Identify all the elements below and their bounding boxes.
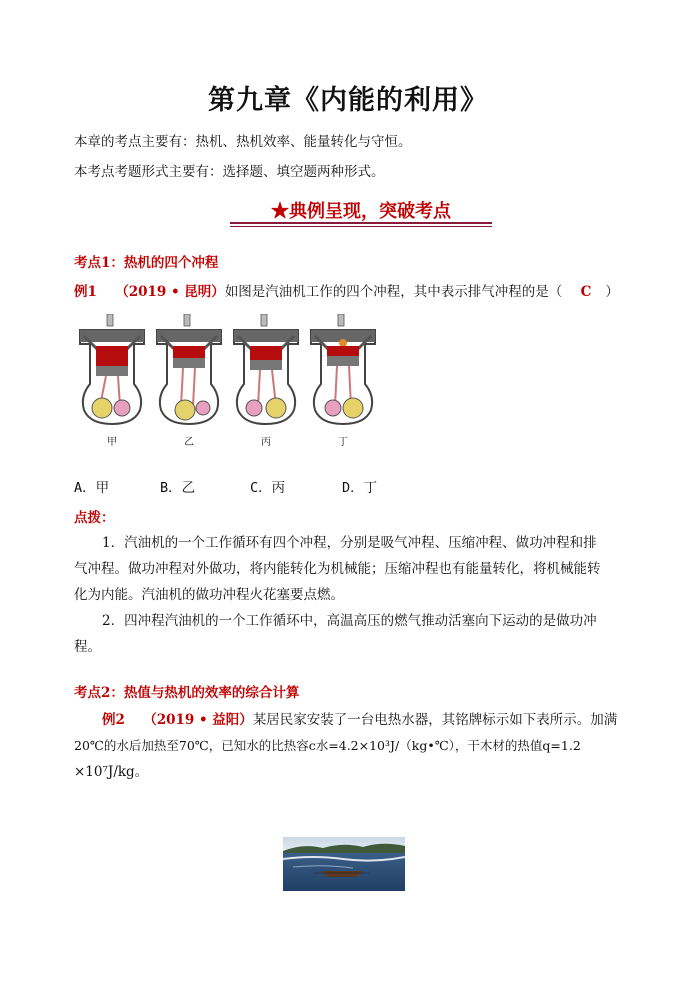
engine-diagram-jia [74,314,150,426]
caption-ding: 丁 [338,437,348,448]
example-1 [74,280,619,300]
example-2-source: （2019 • 益阳） [143,712,253,728]
intro-line-2: 本考点考题形式主要有：选择题、填空题两种形式。 [74,164,385,180]
example-1-answer: C [580,284,592,300]
intro-line-1: 本章的考点主要有：热机、热机效率、能量转化与守恒。 [74,134,412,150]
page-title: 第九章《内能的利用》 [208,85,488,116]
caption-yi: 乙 [184,437,194,448]
engine-diagram-bing [228,314,304,426]
tip-1-line-1: 1．汽油机的一个工作循环有四个冲程，分别是吸气冲程、压缩冲程、做功冲程和排 [102,535,597,551]
answer-choices [74,476,377,496]
example-2-label: 例2 [102,712,125,728]
section-banner: ★典例呈现，突破考点 [271,201,451,222]
banner-underline-thin [230,226,492,227]
kp2-heading: 考点2：热值与热机的效率的综合计算 [74,685,300,701]
example-1-text: 如图是汽油机工作的四个冲程，其中表示排气冲程的是（ [224,284,563,300]
caption-jia: 甲 [107,437,117,448]
engine-diagram-ding [305,314,381,426]
choice-b: B．乙 [160,480,196,496]
example-1-source: （2019 • 昆明） [115,284,225,300]
choice-d: D．丁 [342,480,378,496]
banner-underline [230,222,492,224]
lake-boat-photo [283,837,405,891]
caption-bing: 丙 [261,437,271,448]
example-1-close: ） [605,284,619,300]
tip-1-line-2: 气冲程。做功冲程对外做功，将内能转化为机械能；压缩冲程也有能量转化，将机械能转 [74,561,601,577]
example-2-line-3: ×10⁷J/kg。 [74,764,149,780]
choice-a: A．甲 [74,480,110,496]
example-2-line-1: 某居民家安装了一台电热水器，其铭牌标示如下表所示。加满 [252,712,618,728]
tip-paragraph [74,530,626,660]
tip-2-line-1: 2．四冲程汽油机的一个工作循环中，高温高压的燃气推动活塞向下运动的是做功冲 [102,613,597,629]
example-2 [74,707,626,785]
tip-1-line-3: 化为内能。汽油机的做功冲程火花塞要点燃。 [74,587,344,603]
kp1-heading: 考点1：热机的四个冲程 [74,255,219,271]
tip-heading: 点拨： [74,510,115,526]
example-1-label: 例1 [74,284,97,300]
choice-c: C．丙 [250,480,286,496]
example-2-line-2: 20℃的水后加热至70℃，已知水的比热容c水=4.2×10³J/（kg•℃），干木材的热值q=1.2 [74,738,581,753]
engine-diagram-yi [151,314,227,426]
tip-2-line-2: 程。 [74,639,101,655]
